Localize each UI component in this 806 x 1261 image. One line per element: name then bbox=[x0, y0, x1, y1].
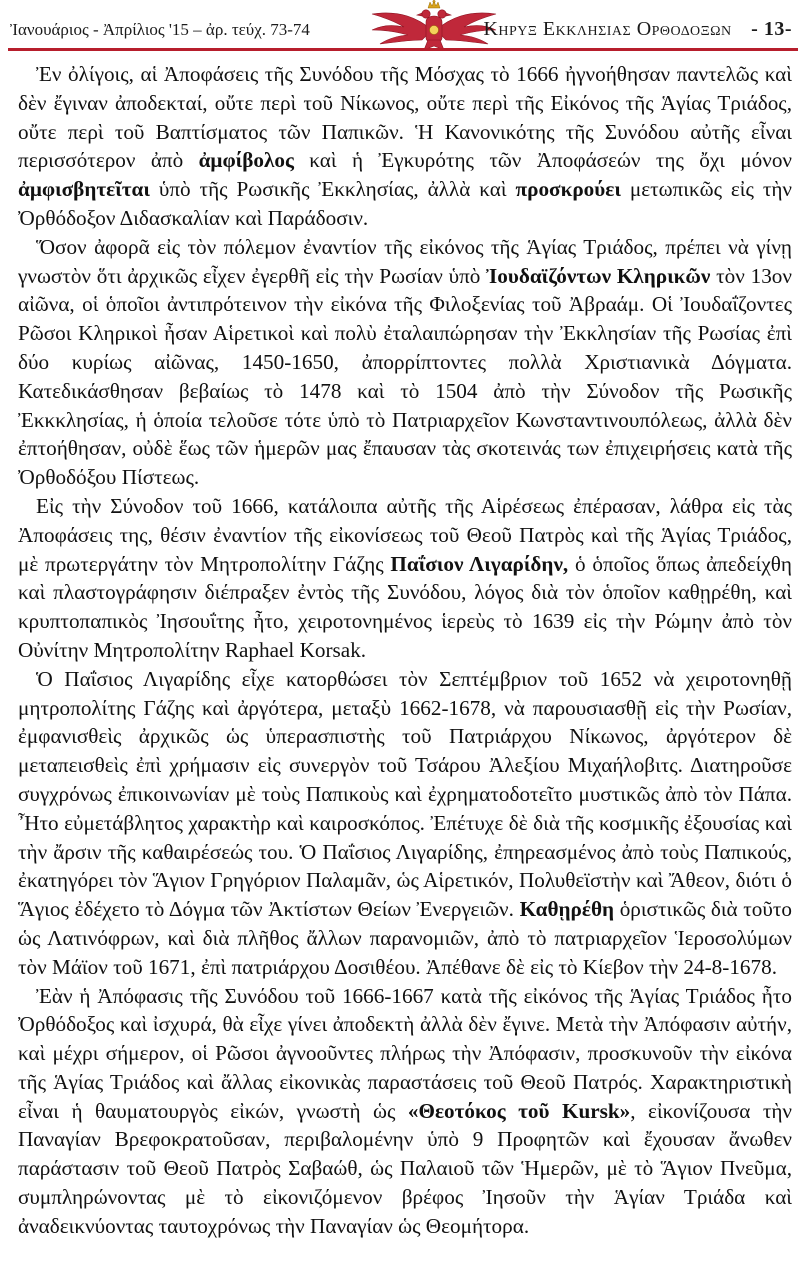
page-number: - 13- bbox=[751, 18, 792, 40]
emphasis-text: «Θεοτόκος τοῦ Kursk» bbox=[407, 1098, 631, 1123]
body-text: Ὁ Παΐσιος Λιγαρίδης εἶχε κατορθώσει τὸν Σεπτέμβριον τοῦ 1652 νὰ χειροτονηθῇ μητροπολίτης Γάζης καὶ ἀργότερα, μεταξὺ 1662-1678, νὰ παρουσιασθῇ εἰς τὴν Ρωσίαν, ἐμφανισθεὶς ἀρχικῶς ὡς ὑπερασπιστὴς τοῦ Πατριάρχου Νίκωνος, ἀργότερον δὲ μεταπεισθεὶς ἐπὶ χρήμασιν εἰς συνεργὸν τοῦ Τσάρου Ἀλεξίου Μιχαήλοβιτς. Διατηροῦσε συγχρόνως ἐπικοινωνίαν μὲ τοὺς Παπικοὺς καὶ ἐχρηματοδοτεῖτο μυστικῶς ἀπὸ τὸν Πάπα. Ἦτο εὐμετάβλητος χαρακτὴρ καὶ καιροσκόπος. Ἐπέτυχε δὲ διὰ τῆς κοσμικῆς ἐξουσίας καὶ τὴν ἄρσιν τῆς καθαιρέσεώς του. Ὁ Παΐσιος Λιγαρίδης, ἐπηρεασμένος ἀπὸ τοὺς Παπικούς, ἐκατηγόρει τὸν Ἅγιον Γρηγόριον Παλαμᾶν, ὡς Αἱρετικόν, Πολυθεϊστὴν καὶ Ἄθεον, διότι ὁ Ἅγιος ἐδέχετο τὸ Δόγμα τῶν Ἀκτίστων Θείων Ἐνεργειῶν. bbox=[18, 666, 792, 922]
paragraph-5 bbox=[18, 982, 792, 1241]
paragraph-3 bbox=[18, 492, 792, 665]
body-text: Εἰς τὴν Σύνοδον τοῦ 1666, κατάλοιπα αὐτῆς τῆς Αἱρέσεως ἐπέρασαν, λάθρα εἰς τὰς Ἀποφάσεις της, θέσιν ἐναντίον τῆς εἰκονίσεως τοῦ Θεοῦ Πατρὸς καὶ τῆς Ἁγίας Τριάδος, μὲ πρωτεργάτην τὸν Μητροπολίτην Γάζης bbox=[18, 493, 792, 576]
journal-title: Κηρυξ Εκκλησιας Ορθοδοξων bbox=[483, 18, 732, 40]
emphasis-text: Παΐσιον Λιγαρίδην, bbox=[390, 551, 569, 576]
journal-title-block bbox=[483, 18, 792, 41]
paragraph-1 bbox=[18, 60, 792, 233]
body-text: Ὅσον ἀφορᾶ εἰς τὸν πόλεμον ἐναντίον τῆς εἰκόνος τῆς Ἁγίας Τριάδος, πρέπει νὰ γίνῃ γνωστὸν ὅτι ἀρχικῶς εἶχεν ἐγερθῆ εἰς τὴν Ρωσίαν ὑπὸ bbox=[18, 234, 792, 288]
body-text: καὶ ἡ Ἐγκυρότης τῶν Ἀποφάσεών της ὄχι μόνον bbox=[293, 148, 792, 173]
emphasis-text: ἀμφισβητεῖται bbox=[18, 177, 150, 202]
emphasis-text: προσκρούει bbox=[515, 177, 621, 202]
body-text: ὁ ὁποῖος ὅπως ἀπεδείχθη καὶ πλαστογράφησιν διέπραξεν ἐντὸς τῆς Συνόδου, λόγος διὰ τὸν ὁποῖον καθῃρέθη, καὶ κρυπτοπαπικὸς Ἰησουΐτης ἦτο, χειροτονημένος ἱερεὺς τὸ 1639 εἰς τὴν Ρώμην ἀπὸ τὸν Οὐνίτην Μητροπολίτην Raphael Korsak. bbox=[18, 551, 792, 662]
body-text: μετωπικῶς εἰς τὴν Ὀρθόδοξον Διδασκαλίαν καὶ Παράδοσιν. bbox=[18, 177, 792, 230]
body-text: ὑπὸ τῆς Ρωσικῆς Ἐκκλησίας, ἀλλὰ καὶ bbox=[149, 177, 516, 202]
emphasis-text: Ἰουδαϊζόντων Κληρικῶν bbox=[486, 263, 711, 288]
emphasis-text: ἀμφίβολος bbox=[198, 148, 294, 173]
issue-line: Ἰανουάριος - Ἀπρίλιος '15 – ἀρ. τεύχ. 73-74 bbox=[10, 20, 310, 39]
header-rule bbox=[8, 48, 798, 51]
double-headed-eagle-icon bbox=[366, 0, 502, 52]
body-text: , εἰκονίζουσα τὴν Παναγίαν Βρεφοκρατοῦσαν, περιβαλομένην ὑπὸ 9 Προφητῶν καὶ ἔχουσαν ἄνωθεν παράστασιν τοῦ Θεοῦ Πατρὸς Σαβαώθ, ὡς Παλαιοῦ τῶν Ἡμερῶν, μὲ τὸ Ἅγιον Πνεῦμα, συμπληρώνοντας μὲ τὸ εἰκονιζόμενον βρέφος Ἰησοῦν τὴν Ἁγίαν Τριάδα καὶ ἀναδεικνύοντας ταυτοχρόνως τὴν Παναγίαν ὡς Θεομήτορα. bbox=[18, 1098, 792, 1238]
body-text: Ἐὰν ἡ Ἀπόφασις τῆς Συνόδου τοῦ 1666-1667 κατὰ τῆς εἰκόνος τῆς Ἁγίας Τριάδος ἦτο Ὀρθόδοξος καὶ ἰσχυρά, θὰ εἶχε γίνει ἀποδεκτὴ ἀλλὰ δὲν ἔγινε. Μετὰ τὴν Ἀπόφασιν αὐτήν, καὶ μέχρι σήμερον, οἱ Ρῶσοι ἀγνοοῦντες πλήρως τὴν Ἀπόφασιν, προσκυνοῦν τὴν εἰκόνα τῆς Ἁγίας Τριάδος καὶ ἄλλας εἰκονικὰς παραστάσεις τοῦ Θεοῦ Πατρός. Χαρακτηριστικὴ εἶναι ἡ θαυματουργὸς εἰκών, γνωστὴ ὡς bbox=[18, 983, 792, 1123]
body-text: τὸν 13ον αἰῶνα, οἱ ὁποῖοι ἀντιπρότεινον τὴν εἰκόνα τῆς Φιλοξενίας τοῦ Ἀβραάμ. Οἱ Ἰουδαΐζοντες Ρῶσοι Κληρικοὶ ἦσαν Αἱρετικοὶ καὶ πολὺ ἐταλαιπώρησαν τὴν Ἐκκλησίαν τῆς Ρωσίας ἐπὶ δύο κυρίως αἰῶνας, 1450-1650, ἀπορρίπτοντες πολλὰ Χριστιανικὰ Δόγματα. Κατεδικάσθησαν βεβαίως τὸ 1478 καὶ τὸ 1504 ἀπὸ τὴν Σύνοδον τῆς Ρωσικῆς Ἐκκκλησίας, ἡ ὁποία τελοῦσε τότε ὑπὸ τὸ Πατριαρχεῖον Κωνσταντινουπόλεως, ἀλλὰ δὲν ἐπτοήθησαν, οὐδὲ ἕως τῶν ἡμερῶν μας ἔπαυσαν τὰς σκοτεινάς των ἐπιχειρήσεις κατὰ τῆς Ὀρθοδόξου Πίστεως. bbox=[18, 263, 792, 490]
paragraph-2 bbox=[18, 233, 792, 492]
page-header bbox=[0, 0, 806, 56]
body-text: Ἐν ὀλίγοις, αἱ Ἀποφάσεις τῆς Συνόδου τῆς Μόσχας τὸ 1666 ἠγνοήθησαν παντελῶς καὶ δὲν ἔγιναν ἀποδεκταί, οὔτε περὶ τοῦ Νίκωνος, οὔτε περὶ τῆς Εἰκόνος τῆς Ἁγίας Τριάδος, οὔτε περὶ τοῦ Βαπτίσματος τῶν Παπικῶν. Ἡ Κανονικότης τῆς Συνόδου αὐτῆς εἶναι περισσότερον ἀπὸ bbox=[18, 62, 792, 173]
emphasis-text: Καθῃρέθη bbox=[519, 897, 615, 922]
article-body bbox=[18, 60, 792, 1241]
paragraph-4 bbox=[18, 665, 792, 982]
body-text: ὁριστικῶς διὰ τοῦτο ὡς Λατινόφρων, καὶ διὰ πλῆθος ἄλλων παρανομιῶν, ἀπὸ τὸ πατριαρχεῖον Ἱεροσολύμων τὸν Μάϊον τοῦ 1671, ἐπὶ πατριάρχου Δοσιθέου. Ἀπέθανε δὲ εἰς τὸ Κίεβον τὴν 24-8-1678. bbox=[18, 897, 792, 979]
